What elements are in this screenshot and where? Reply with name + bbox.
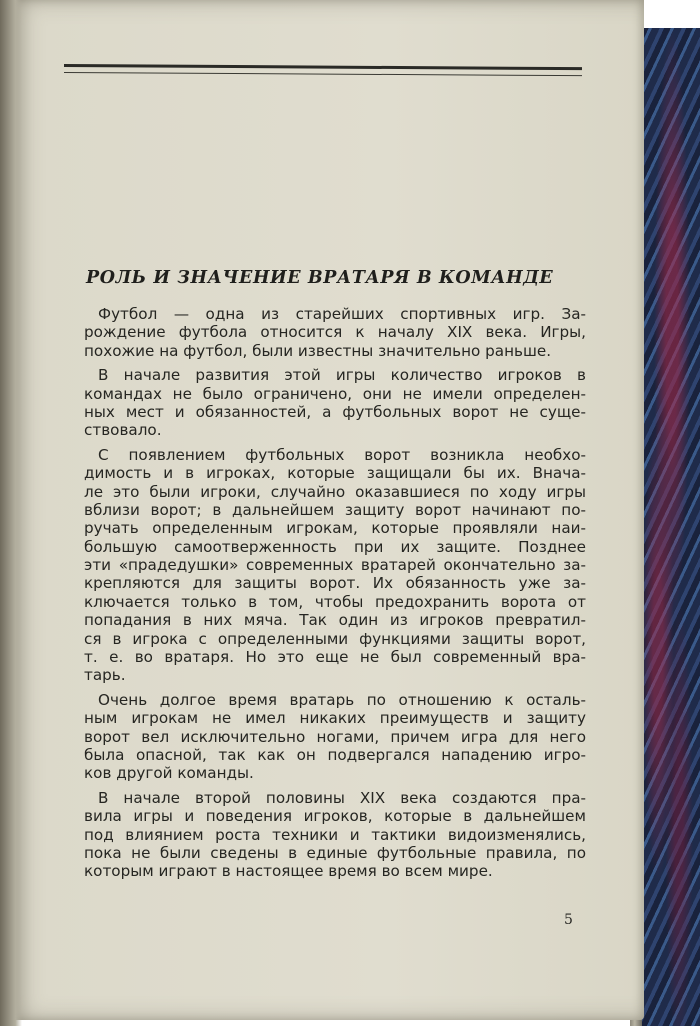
text-line: ле это были игроки, случайно оказавшиеся по ходу игры [84, 482, 586, 501]
text-line: т. е. во вратаря. Но это еще не был современный врa- [84, 648, 586, 667]
text-line: тарь. [84, 666, 126, 685]
chapter-heading: РОЛЬ И ЗНАЧЕНИЕ ВРАТАРЯ В КОМАНДЕ [86, 268, 554, 288]
text-line: ручать определенным игрокам, которые проявляли наи- [84, 519, 586, 538]
text-line: ворот вел исключительно ногами, причем игра для него [84, 727, 586, 746]
text-line: В начале развития этой игры количество игроков в [98, 366, 586, 385]
paragraph-2 [84, 366, 586, 440]
text-line: димость и в игроках, которые защищали бы их. Внача- [84, 464, 586, 483]
text-line: С появлением футбольных ворот возникла необхо- [98, 445, 586, 464]
header-rule-thick [64, 64, 582, 70]
text-line: вблизи ворот; в дальнейшем защиту ворот начинают по- [84, 500, 586, 519]
text-line: ных мест и обязанностей, а футбольных ворот не суще- [84, 402, 586, 421]
text-line: В начале второй половины XIX века создаются пра- [98, 788, 586, 807]
text-line: эти «прадедушки» современных вратарей окончательно за- [84, 556, 586, 575]
header-rule-thin [64, 72, 582, 76]
text-line: Футбол — одна из старейших спортивных игр. За- [98, 305, 586, 323]
text-line: рождение футбола относится к началу XIX века. Игры, [84, 323, 586, 342]
text-line: похожие на футбол, были известны значительно раньше. [84, 341, 552, 360]
text-line: пока не были сведены в единые футбольные правила, по [84, 843, 586, 862]
text-line: под влиянием роста техники и тактики видоизменялись, [84, 825, 586, 844]
paragraph-1 [84, 305, 586, 360]
body-text [84, 305, 586, 887]
text-line: командах не было ограничено, они не имели определен- [84, 384, 586, 403]
text-line: вила игры и поведения игроков, которые в дальнейшем [84, 807, 586, 826]
paragraph-3 [84, 446, 586, 685]
paragraph-4 [84, 691, 586, 783]
spine-shadow [0, 0, 22, 1026]
paragraph-5 [84, 789, 586, 881]
text-line: ключается только в том, чтобы предохранить ворота от [84, 592, 586, 611]
text-line: Очень долгое время вратарь по отношению к осталь- [98, 690, 586, 709]
text-line: попадания в них мяча. Так один из игроков превратил- [84, 611, 586, 630]
text-line: которым играют в настоящее время во всем мире. [84, 862, 493, 881]
text-line: ков другой команды. [84, 764, 254, 783]
text-line: ствовало. [84, 421, 162, 440]
text-line: ным игрокам не имел никаких преимуществ и защиту [84, 709, 586, 728]
text-line: большую самоотверженность при их защите. Позднее [84, 537, 586, 556]
book-page [4, 0, 644, 1020]
text-line: ся в игрока с определенными функциями защиты ворот, [84, 629, 586, 648]
page-number: 5 [564, 912, 573, 928]
text-line: была опасной, так как он подвергался нападению игро- [84, 745, 586, 764]
text-line: крепляются для защиты ворот. Их обязанность уже за- [84, 574, 586, 593]
